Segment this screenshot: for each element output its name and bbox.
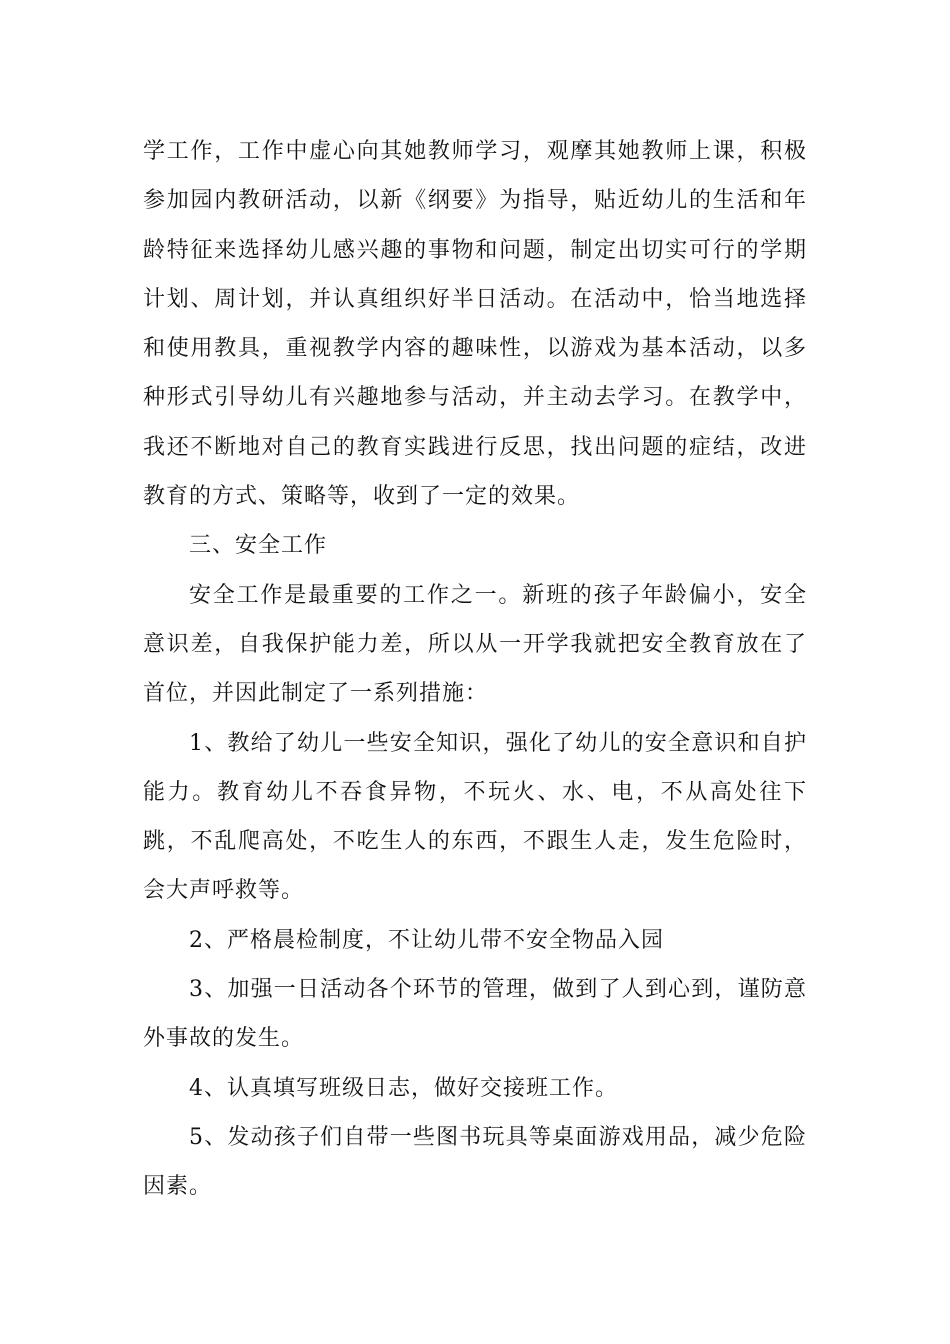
list-item-5: 5、发动孩子们自带一些图书玩具等桌面游戏用品，减少危险因素。 xyxy=(143,1124,807,1200)
document-body xyxy=(143,127,807,1212)
list-item-4: 4、认真填写班级日志，做好交接班工作。 xyxy=(189,1075,618,1101)
list-item-3: 3、加强一日活动各个环节的管理，做到了人到心到，谨防意外事故的发生。 xyxy=(143,977,807,1052)
section-heading-safety: 三、安全工作 xyxy=(189,533,328,559)
paragraph-teaching-continued: 学工作，工作中虚心向其她教师学习，观摩其她教师上课，积极参加园内教研活动，以新《纲要》为指导，贴近幼儿的生活和年龄特征来选择幼儿感兴趣的事物和问题，制定出切实可行的学期计划、周计划，并认真组织好半日活动。在活动中，恰当地选择和使用教具，重视教学内容的趣味性，以游戏为基本活动，以多种形式引导幼儿有兴趣地参与活动，并主动去学习。在教学中，我还不断地对自己的教育实践进行反思，找出问题的症结，改进教育的方式、策略等，收到了一定的效果。 xyxy=(143,139,807,510)
paragraph-safety-intro: 安全工作是最重要的工作之一。新班的孩子年龄偏小，安全意识差，自我保护能力差，所以从一开学我就把安全教育放在了首位，并因此制定了一系列措施： xyxy=(143,582,807,707)
list-item-1: 1、教给了幼儿一些安全知识，强化了幼儿的安全意识和自护能力。教育幼儿不吞食异物，不玩火、水、电，不从高处往下跳，不乱爬高处，不吃生人的东西，不跟生人走，发生危险时，会大声呼救等。 xyxy=(143,730,807,904)
list-item-2: 2、严格晨检制度，不让幼儿带不安全物品入园 xyxy=(189,927,664,953)
